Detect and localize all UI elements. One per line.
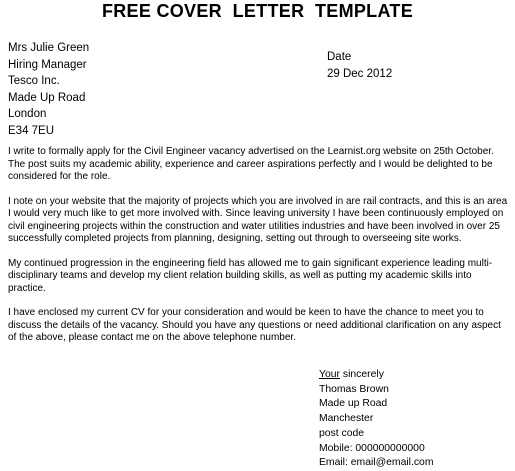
body-paragraph: My continued progression in the engineering field has allowed me to gain significant experience leading multi-disciplinary teams and develop my client relation building skills, as well as putting my academic skills into practice.	[8, 257, 493, 294]
closing-salutation	[319, 368, 433, 383]
body-paragraph: I have enclosed my current CV for your consideration and would be keen to have the chance to meet you to discuss the details of the vacancy. Should you have any questions or need additional clarification on any aspect of the above, please contact me on the above telephone number.	[8, 307, 501, 343]
salutation-rest: sincerely	[340, 369, 384, 380]
recipient-position: Hiring Manager	[8, 58, 87, 71]
sender-street: Made up Road	[319, 398, 388, 410]
recipient-company: Tesco Inc.	[8, 75, 60, 87]
recipient-address	[8, 40, 89, 139]
recipient-postcode: E34 7EU	[8, 124, 55, 137]
sender-city: Manchester	[319, 413, 374, 425]
salutation-first-word: Your	[319, 369, 340, 380]
letter-body	[8, 146, 508, 357]
sender-mobile: Mobile: 000000000000	[319, 442, 425, 454]
recipient-city: London	[8, 108, 47, 120]
sender-email: Email: email@email.com	[319, 457, 434, 469]
page-title: FREE COVER LETTER TEMPLATE	[101, 1, 414, 21]
body-paragraph: I note on your website that the majority of projects which you are involved in are rail contracts, and this is an area I would very much like to get more involved with. Since leaving university I have been continuously employed on civil engineering projects within the construction and water utilities industries and have been involved in over 25 successfully completed projects from planning, designing, setting out through to overseeing site works.	[8, 195, 508, 244]
date-label: Date	[327, 51, 352, 63]
body-paragraph: I write to formally apply for the Civil Engineer vacancy advertised on the Learnist.org website on 25th October. The post suits my academic ability, experience and career aspirations perfectly and I would be delighted to be considered for the role.	[8, 146, 494, 182]
signature-block	[319, 368, 433, 471]
recipient-name: Mrs Julie Green	[8, 42, 90, 54]
date-value: 29 Dec 2012	[327, 67, 393, 80]
date-block	[327, 49, 392, 82]
sender-name: Thomas Brown	[319, 383, 389, 395]
recipient-street: Made Up Road	[8, 91, 86, 104]
sender-postcode: post code	[319, 427, 365, 439]
